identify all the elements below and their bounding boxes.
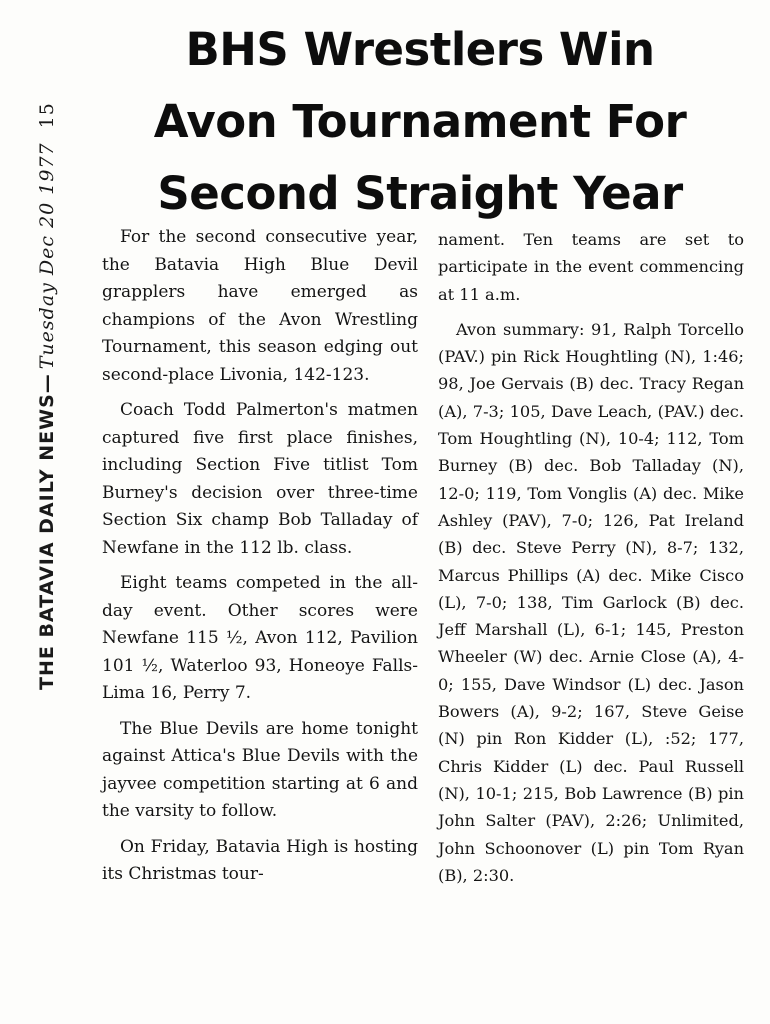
article-right-column bbox=[438, 226, 744, 897]
masthead-paper-name: THE BATAVIA DAILY NEWS— bbox=[36, 373, 58, 690]
avon-summary: Avon summary: 91, Ralph Torcello (PAV.) pin Rick Houghtling (N), 1:46; 98, Joe Gervais (B) dec. Tracy Regan (A), 7-3; 105, Dave Leach, (PAV.) dec. Tom Houghtling (N), 10-4; 112, Tom Burney (B) dec. Bob Talladay (N), 12-0; 119, Tom Vonglis (A) dec. Mike Ashley (PAV), 7-0; 126, Pat Ireland (B) dec. Steve Perry (N), 8-7; 132, Marcus Phillips (A) dec. Mike Cisco (L), 7-0; 138, Tim Garlock (B) dec. Jeff Marshall (L), 6-1; 145, Preston Wheeler (W) dec. Arnie Close (A), 4-0; 155, Dave Windsor (L) dec. Jason Bowers (A), 9-2; 167, Steve Geise (N) pin Ron Kidder (L), :52; 177, Chris Kidder (L) dec. Paul Russell (N), 10-1; 215, Bob Lawrence (B) pin John Salter (PAV), 2:26; Unlimited, John Schoonover (L) pin Tom Ryan (B), 2:30. bbox=[438, 319, 744, 885]
headline-line-3: Second Straight Year bbox=[157, 167, 683, 220]
article-paragraph-5: On Friday, Batavia High is hosting its Christmas tour- bbox=[102, 836, 418, 884]
article-paragraph-4: The Blue Devils are home tonight against Attica's Blue Devils with the jayvee competition starting at 6 and the varsity to follow. bbox=[102, 718, 418, 821]
headline-line-2: Avon Tournament For bbox=[153, 95, 687, 148]
article-paragraph-3: Eight teams competed in the all-day event. Other scores were Newfane 115 ½, Avon 112, Pavilion 101 ½, Waterloo 93, Honeoye Falls-Lima 16, Perry 7. bbox=[102, 573, 418, 703]
masthead-strip bbox=[18, 0, 58, 1024]
article-headline bbox=[110, 14, 730, 230]
article-paragraph-2: Coach Todd Palmerton's matmen captured five first place finishes, including Section Five titlist Tom Burney's decision over three-time Section Six champ Bob Talladay of Newfane in the 112 lb. class. bbox=[102, 400, 418, 558]
article-paragraph-1: For the second consecutive year, the Batavia High Blue Devil grapplers have emerged as champions of the Avon Wrestling Tournament, this season edging out second-place Livonia, 142-123. bbox=[102, 227, 418, 385]
masthead-date: Tuesday Dec 20 1977 bbox=[36, 142, 58, 370]
headline-line-1: BHS Wrestlers Win bbox=[185, 23, 655, 76]
masthead-text bbox=[36, 102, 58, 690]
article-continuation: nament. Ten teams are set to participate in the event commencing at 11 a.m. bbox=[438, 230, 744, 304]
masthead-page-number: 15 bbox=[36, 102, 58, 129]
article-left-column bbox=[102, 224, 418, 897]
